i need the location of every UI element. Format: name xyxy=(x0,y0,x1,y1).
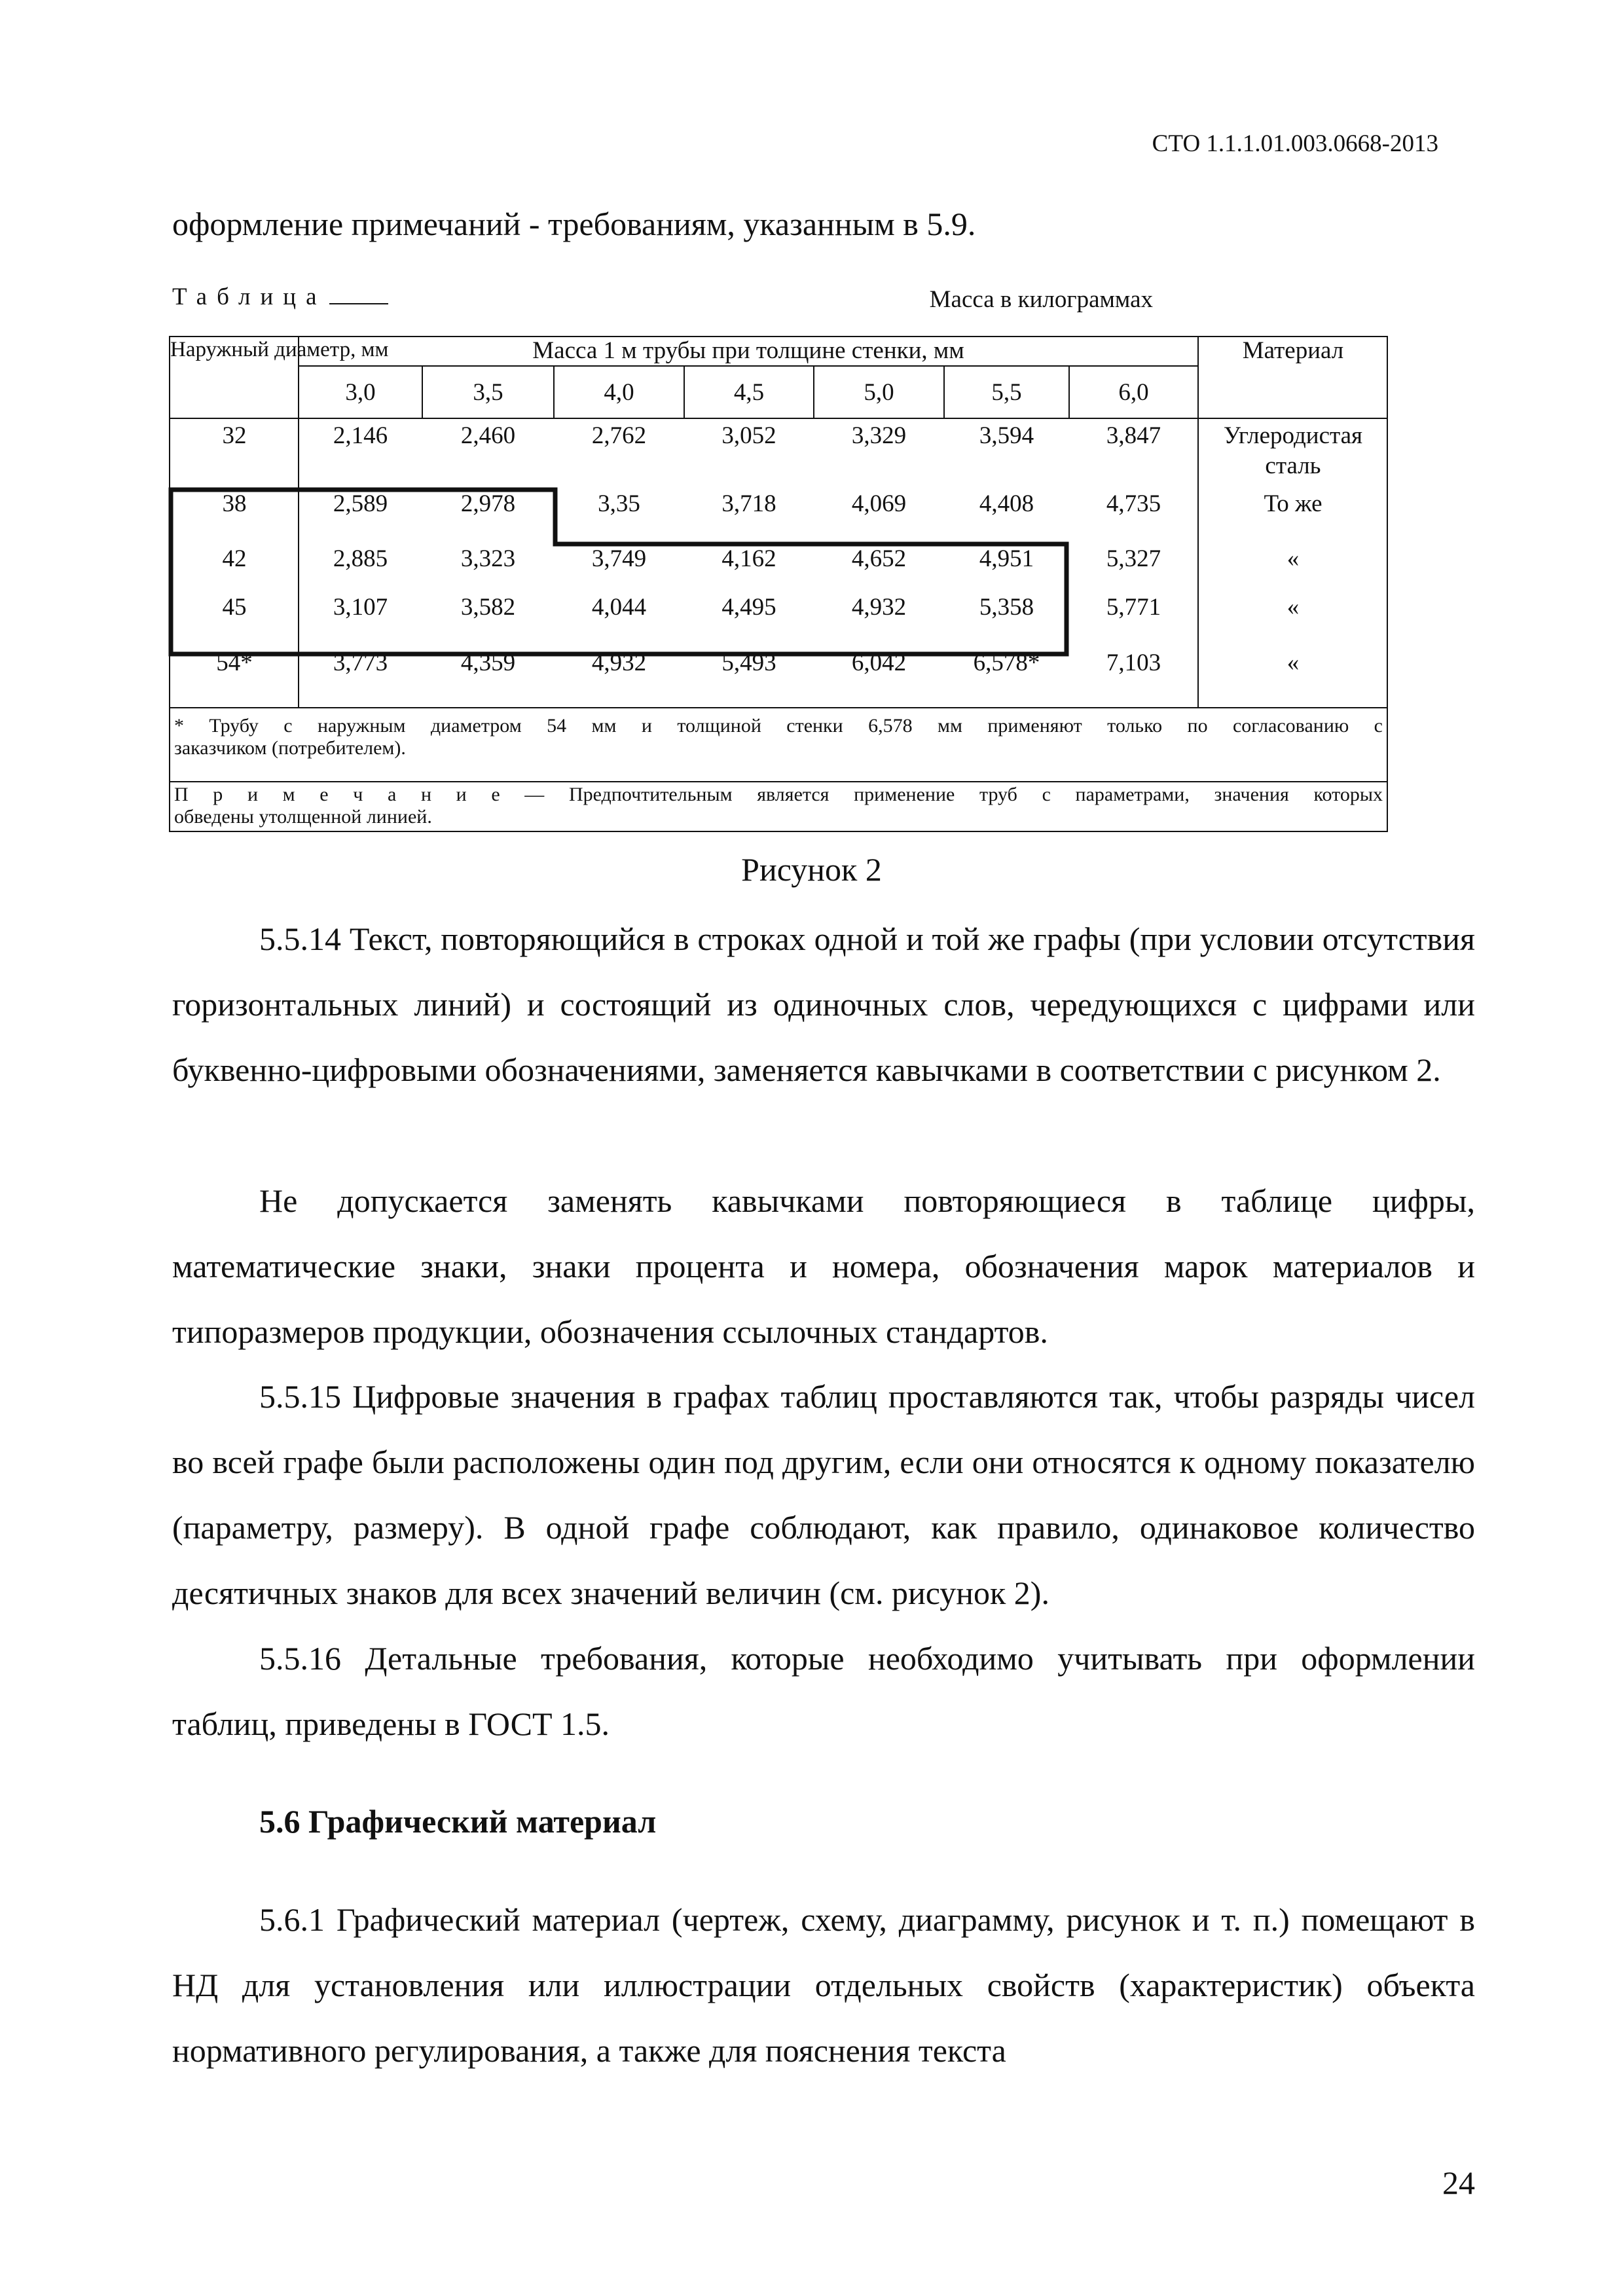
row-4-value-2: 4,932 xyxy=(591,649,647,676)
row-4-value-0: 3,773 xyxy=(333,649,388,676)
row-2-value-5: 4,951 xyxy=(979,545,1034,572)
row-2-value-4: 4,652 xyxy=(851,545,907,572)
row-0-value-6: 3,847 xyxy=(1106,422,1161,449)
row-3-value-6: 5,771 xyxy=(1106,594,1161,621)
row-2-value-3: 4,162 xyxy=(721,545,776,572)
row-4-diameter: 54* xyxy=(216,649,253,676)
row-1-value-5: 4,408 xyxy=(979,490,1034,517)
paragraph-no-quotes: Не допускается заменять кавычками повторяющиеся в таблице цифры, математические знаки, знаки процента и номера, обозначения марок материалов и типоразмеров продукции, обозначения ссылочных стандартов. xyxy=(172,1182,1475,1350)
row-0-material: Углеродистая сталь xyxy=(1223,422,1363,479)
row-2-diameter: 42 xyxy=(222,545,247,572)
row-0-value-0: 2,146 xyxy=(333,422,388,449)
row-1-value-1: 2,978 xyxy=(460,490,516,517)
table-number-blank xyxy=(329,303,388,304)
figure-caption: Рисунок 2 xyxy=(741,851,882,888)
thickness-col-4: 5,0 xyxy=(864,379,894,406)
row-4-value-6: 7,103 xyxy=(1106,649,1161,676)
row-3-material: « xyxy=(1286,594,1300,621)
note-line-2: обведены утолщенной линией. xyxy=(174,806,432,828)
row-2-value-0: 2,885 xyxy=(333,545,388,572)
paragraph-5-6-1: 5.6.1 Графический материал (чертеж, схему, диаграмму, рисунок и т. п.) помещают в НД для установления или иллюстрации отдельных свойств (характеристик) объекта нормативного регулирования, а также для пояснения текста xyxy=(172,1901,1475,2069)
section-heading: 5.6 Графический материал xyxy=(259,1803,657,1840)
example-table xyxy=(169,336,1388,832)
paragraph-5-5-14: 5.5.14 Текст, повторяющийся в строках одной и той же графы (при условии отсутствия горизонтальных линий) и состоящий из одиночных слов, чередующихся с цифрами или буквенно-цифровыми обозначениями, заменяется кавычками в соответствии с рисунком 2. xyxy=(172,920,1475,1088)
row-0-value-5: 3,594 xyxy=(979,422,1034,449)
row-1-value-0: 2,589 xyxy=(333,490,388,517)
head-mass: Масса 1 м трубы при толщине стенки, мм xyxy=(532,337,964,364)
paragraph-5-5-15: 5.5.15 Цифровые значения в графах таблиц проставляются так, чтобы разряды чисел во всей графе были расположены один под другим, если они относятся к одному показателю (параметру, размеру). В одной графе соблюдают, как правило, одинаковое количество десятичных знаков для всех значений величин (см. рисунок 2). xyxy=(172,1378,1475,1611)
thickness-col-0: 3,0 xyxy=(345,379,376,406)
footnote-line-1: * Трубу с наружным диаметром 54 мм и толщиной стенки 6,578 мм применяют только по согласованию с xyxy=(174,715,1383,737)
footnote-line-2: заказчиком (потребителем). xyxy=(174,737,406,759)
row-1-value-2: 3,35 xyxy=(598,490,640,517)
head-material: Материал xyxy=(1242,337,1344,364)
row-2-material: « xyxy=(1286,545,1300,572)
row-1-material: То же xyxy=(1264,490,1322,517)
lead-line: оформление примечаний - требованиям, указанным в 5.9. xyxy=(172,206,976,242)
row-2-value-1: 3,323 xyxy=(460,545,516,572)
row-3-value-0: 3,107 xyxy=(333,594,388,621)
row-1-diameter: 38 xyxy=(222,490,247,517)
row-0-value-2: 2,762 xyxy=(591,422,647,449)
row-3-value-1: 3,582 xyxy=(460,594,516,621)
thickness-col-3: 4,5 xyxy=(733,379,765,406)
thickness-col-1: 3,5 xyxy=(473,379,503,406)
page-number: 24 xyxy=(1442,2164,1475,2201)
row-0-value-3: 3,052 xyxy=(721,422,776,449)
row-4-value-5: 6,578* xyxy=(973,649,1040,676)
row-0-value-1: 2,460 xyxy=(460,422,516,449)
row-4-value-1: 4,359 xyxy=(460,649,516,676)
row-0-diameter: 32 xyxy=(222,422,247,449)
row-4-value-3: 5,493 xyxy=(721,649,776,676)
row-1-value-3: 3,718 xyxy=(721,490,776,517)
row-3-value-5: 5,358 xyxy=(979,594,1034,621)
table-units: Масса в килограммах xyxy=(929,286,1153,313)
row-3-value-2: 4,044 xyxy=(591,594,647,621)
row-1-value-4: 4,069 xyxy=(851,490,907,517)
table-label xyxy=(172,283,388,311)
row-3-value-3: 4,495 xyxy=(721,594,776,621)
row-4-value-4: 6,042 xyxy=(851,649,907,676)
row-1-value-6: 4,735 xyxy=(1106,490,1161,517)
row-2-value-2: 3,749 xyxy=(591,545,647,572)
thickness-col-2: 4,0 xyxy=(604,379,634,406)
row-0-value-4: 3,329 xyxy=(851,422,907,449)
document-code: СТО 1.1.1.01.003.0668-2013 xyxy=(1152,130,1438,157)
thickness-col-6: 6,0 xyxy=(1118,379,1149,406)
row-2-value-6: 5,327 xyxy=(1106,545,1161,572)
paragraph-5-5-16: 5.5.16 Детальные требования, которые необходимо учитывать при оформлении таблиц, приведены в ГОСТ 1.5. xyxy=(172,1640,1475,1742)
table-label-text: Таблица xyxy=(172,283,327,310)
note-line-1: П р и м е ч а н и е — Предпочтительным является применение труб с параметрами, значения которых xyxy=(174,784,1383,805)
head-diameter: Наружный диаметр, мм xyxy=(170,338,389,361)
row-4-material: « xyxy=(1286,649,1300,676)
row-3-diameter: 45 xyxy=(222,594,247,621)
row-3-value-4: 4,932 xyxy=(851,594,907,621)
thickness-col-5: 5,5 xyxy=(991,379,1022,406)
